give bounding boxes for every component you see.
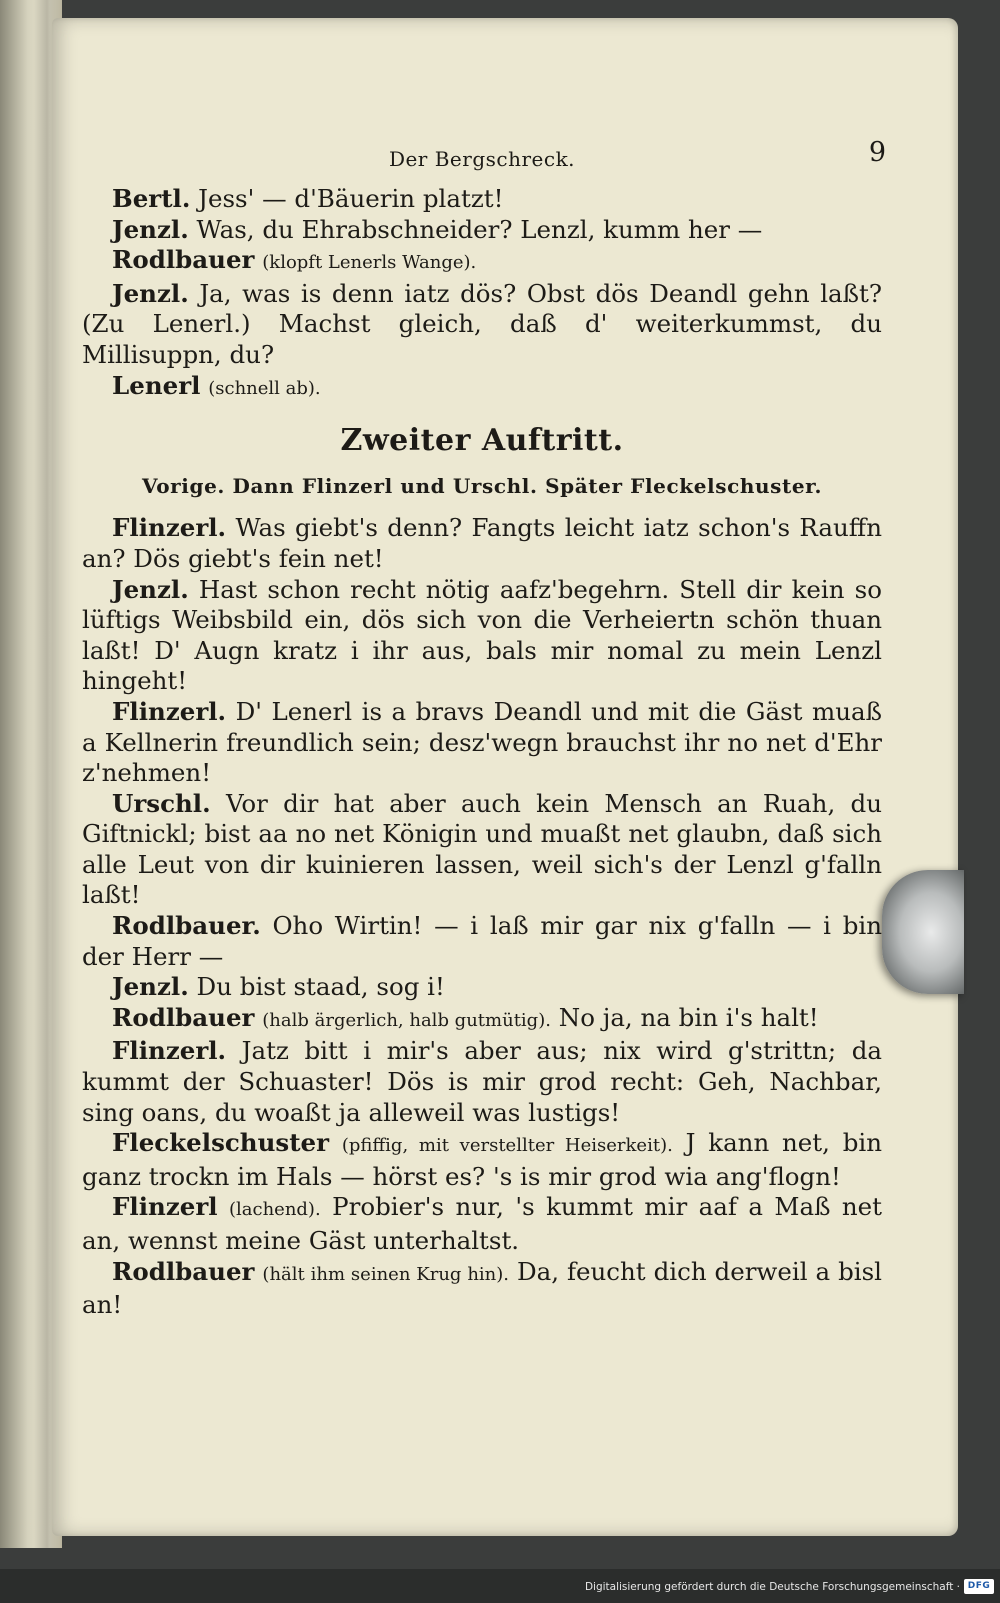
running-title: Der Bergschreck.	[388, 147, 576, 171]
spoken-text: Jatz bitt i mir's aber aus; nix wird g'strittn; da kummt der Schuaster! Dös is mir grod recht: Geh, Nachbar, sing oans, du woaßt ja alleweil was lustigs!	[82, 1036, 882, 1127]
dialogue-line	[82, 1036, 882, 1128]
footer-bar	[0, 1569, 1000, 1603]
scene-title: Zweiter Auftritt.	[340, 423, 624, 459]
stage-direction: (lachend).	[228, 1199, 321, 1221]
stage-direction: (schnell ab).	[208, 377, 321, 399]
spoken-text: Was giebt's denn? Fangts leicht iatz schon's Rauffn an? Dös giebt's fein net!	[82, 513, 882, 573]
spoken-text: Was, du Ehrabschneider? Lenzl, kumm her —	[196, 214, 763, 244]
dialogue-line	[82, 513, 882, 574]
dfg-logo: DFG	[964, 1579, 994, 1594]
spoken-text: Vor dir hat aber auch kein Mensch an Ruah, du Giftnickl; bist aa no net Königin und muaßt net glaubn, daß sich alle Leut von dir kuinieren lassen, weil sich's der Lenzl g'falln laßt!	[82, 788, 882, 910]
speaker-name: Rodlbauer	[112, 1256, 255, 1286]
spoken-text: Ja, was is denn iatz dös? Obst dös Deandl gehn laßt? (Zu Lenerl.) Machst gleich, daß d' weiterkummst, du Millisuppn, du?	[82, 278, 882, 369]
page-content	[82, 137, 886, 1321]
dialogue-line	[82, 215, 882, 246]
dialogue-line	[82, 911, 882, 972]
cast-list: Vorige. Dann Flinzerl und Urschl. Später Fleckelschuster.	[141, 473, 823, 498]
speaker-name: Rodlbauer	[112, 245, 255, 275]
book-page	[52, 18, 958, 1536]
dialogue-line	[82, 697, 882, 789]
dialogue-after-scene	[82, 513, 882, 1320]
dialogue-line	[82, 1003, 882, 1037]
stage-direction: (halb ärgerlich, halb gutmütig).	[262, 1009, 551, 1031]
speaker-name: Lenerl	[112, 370, 201, 400]
speaker-name: Fleckelschuster	[112, 1128, 330, 1158]
spoken-text: J kann net, bin ganz trockn im Hals — hörst es? 's is mir grod wia ang'flogn!	[82, 1128, 883, 1191]
speaker-name: Jenzl.	[112, 214, 189, 244]
spoken-text: Jess' — d'Bäuerin platzt!	[198, 184, 504, 213]
speaker-name: Urschl.	[112, 788, 211, 818]
spoken-text: Oho Wirtin! — i laß mir gar nix g'falln — i bin der Herr —	[82, 911, 882, 971]
page-number: 9	[868, 137, 886, 168]
speaker-name: Flinzerl	[112, 1192, 218, 1222]
spoken-text: D' Lenerl is a bravs Deandl und mit die Gäst muaß a Kellnerin freundlich sein; desz'wegn brauchst ihr no net d'Ehr z'nehmen!	[82, 696, 882, 788]
speaker-name: Bertl.	[112, 184, 191, 213]
running-head	[82, 137, 886, 182]
stage-direction: (klopft Lenerls Wange).	[262, 252, 477, 274]
spoken-text: Hast schon recht nötig aafz'begehrn. Stell dir kein so lüftigs Weibsbild ein, dös sich von die Verheiertn schön thuan laßt! D' Augn kratz i ihr aus, bals mir nomal zu mein Lenzl hingeht!	[82, 574, 882, 696]
spoken-text: Da, feucht dich derweil a bisl an!	[82, 1256, 882, 1320]
page-clip	[882, 870, 964, 994]
dialogue-line	[82, 279, 882, 371]
speaker-name: Rodlbauer	[112, 1002, 255, 1032]
speaker-name: Jenzl.	[112, 278, 189, 308]
speaker-name: Flinzerl.	[112, 513, 227, 543]
dialogue-line	[82, 1257, 882, 1321]
speaker-name: Rodlbauer.	[112, 911, 261, 941]
stage-direction: (pfiffig, mit verstellter Heiserkeit).	[341, 1135, 673, 1157]
speaker-name: Jenzl.	[112, 574, 189, 604]
dialogue-line	[82, 371, 882, 405]
dialogue-line	[82, 1128, 882, 1192]
funding-notice: Digitalisierung gefördert durch die Deutsche Forschungsgemeinschaft ·	[584, 1581, 960, 1593]
speaker-name: Jenzl.	[112, 972, 189, 1002]
dialogue-line	[82, 245, 882, 279]
spoken-text: No ja, na bin i's halt!	[558, 1002, 819, 1032]
speaker-name: Flinzerl.	[112, 1036, 227, 1066]
dialogue-line	[82, 1192, 882, 1256]
speaker-name: Flinzerl.	[112, 696, 227, 726]
dialogue-line	[82, 184, 882, 215]
dialogue-line	[82, 789, 882, 911]
dialogue-before-scene	[82, 184, 882, 404]
dialogue-line	[82, 575, 882, 697]
spoken-text: Probier's nur, 's kummt mir aaf a Maß net an, wennst meine Gäst unterhaltst.	[82, 1192, 882, 1255]
spoken-text: Du bist staad, sog i!	[196, 972, 445, 1002]
stage-direction: (hält ihm seinen Krug hin).	[262, 1263, 510, 1285]
dialogue-line	[82, 972, 882, 1003]
